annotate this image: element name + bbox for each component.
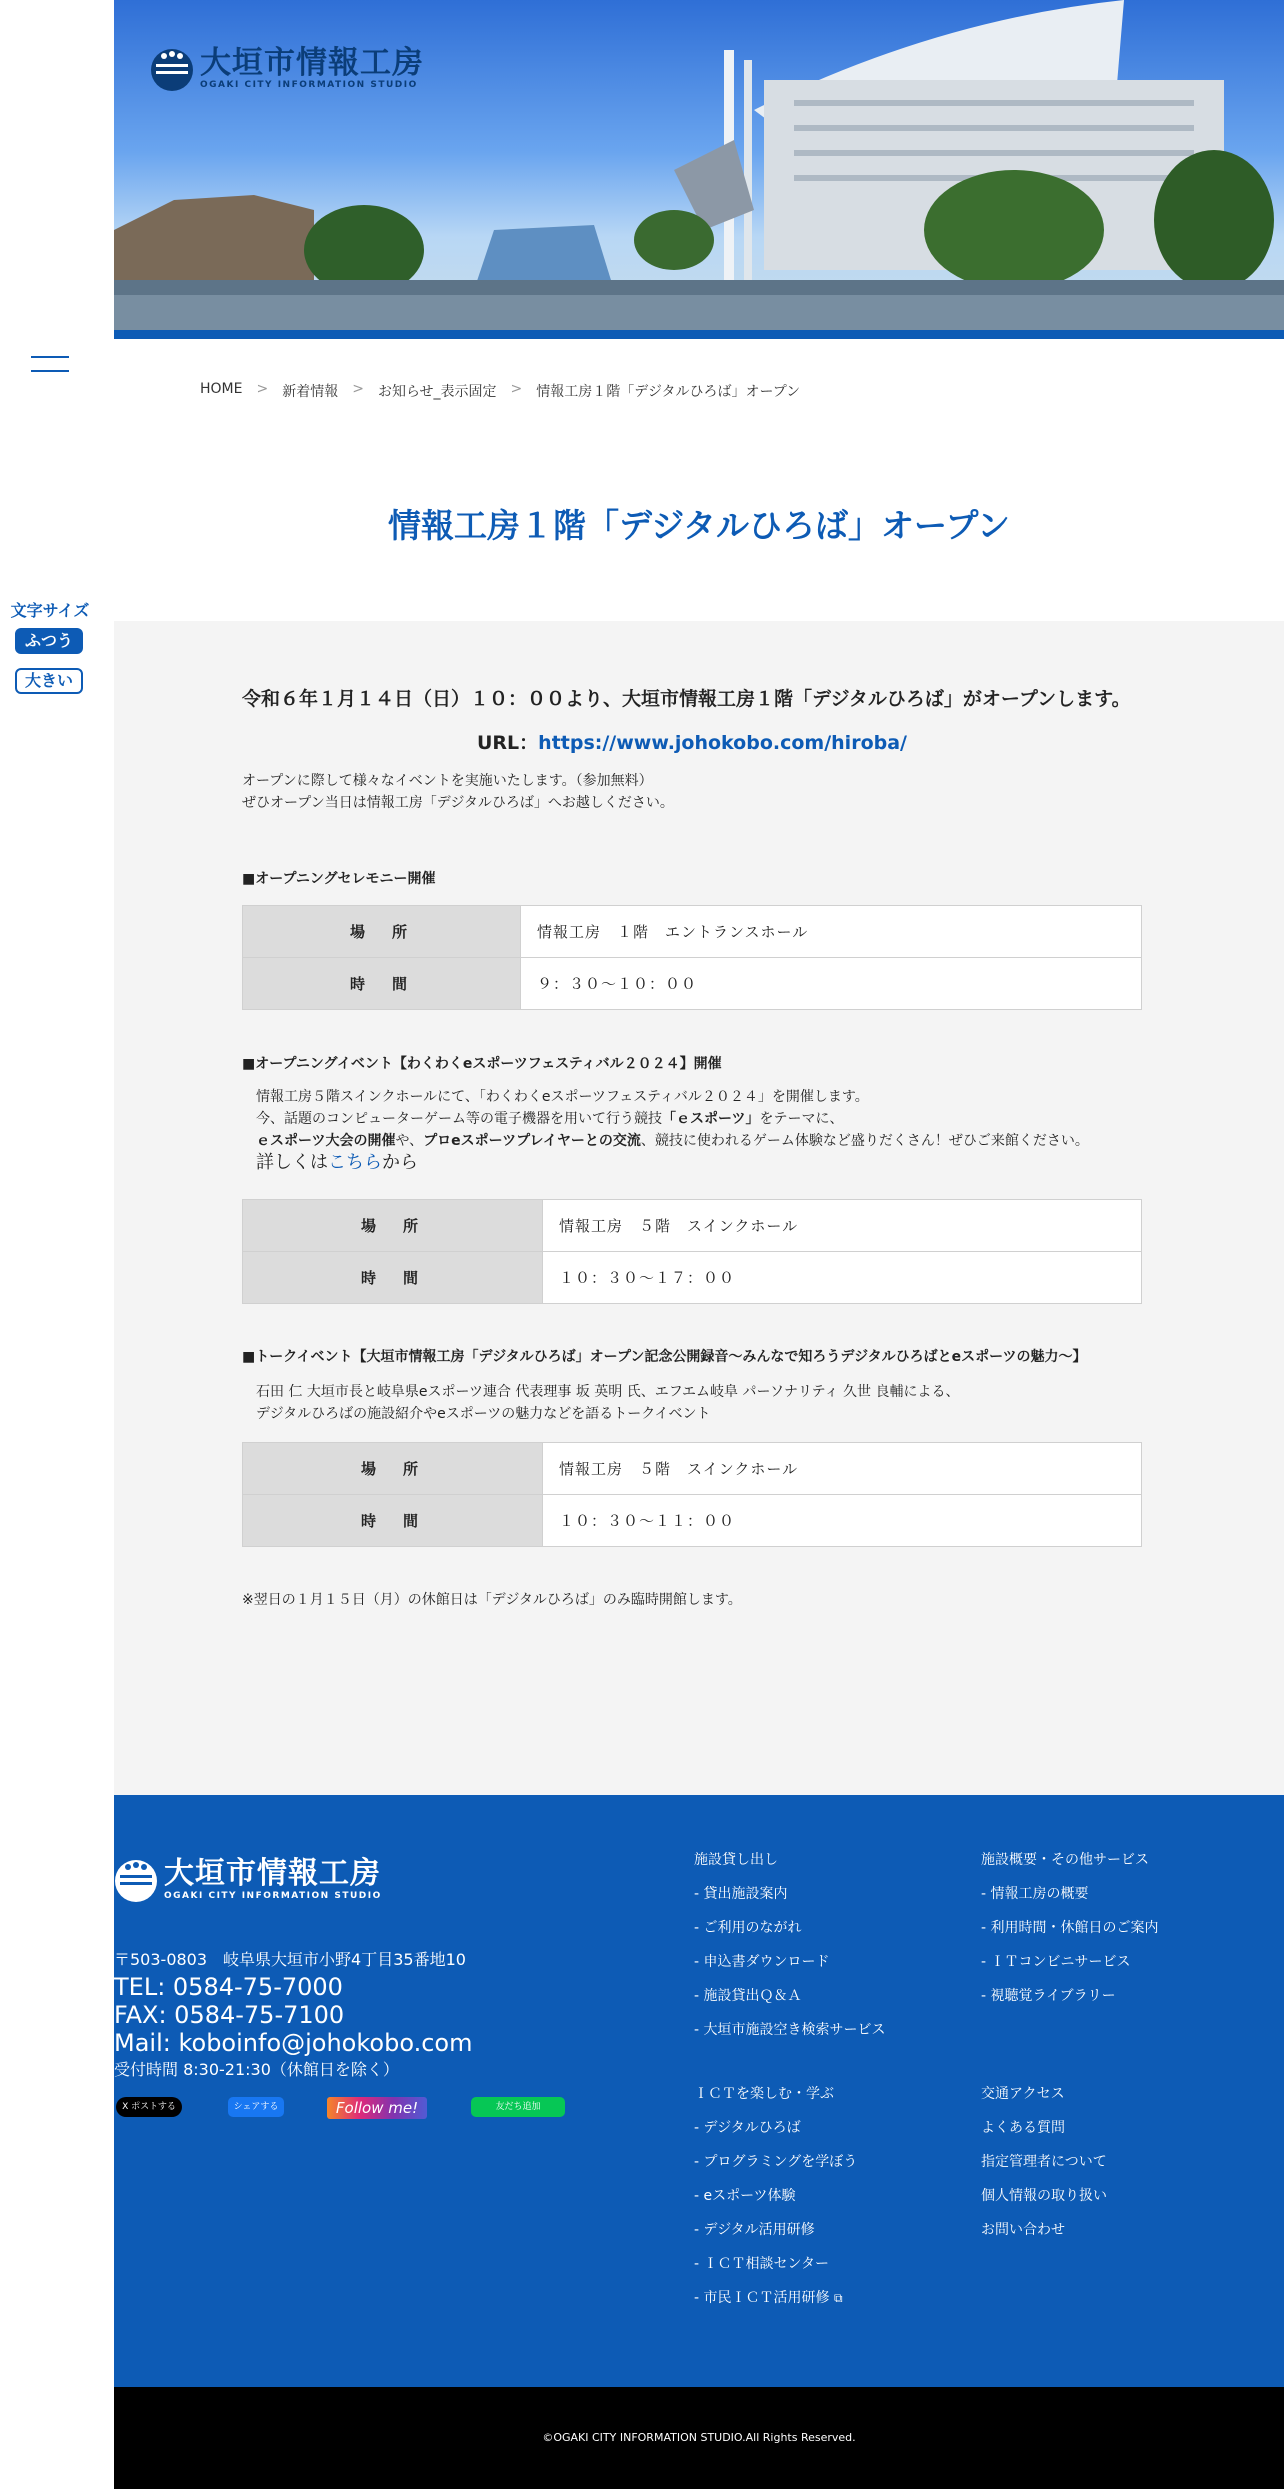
section-title-esports-festival: ■オープニングイベント【わくわくeスポーツフェスティバル２０２４】開催 bbox=[242, 1056, 722, 1072]
desc-text: 今、話題のコンピューターゲーム等の電子機器を用いて行う競技 bbox=[256, 1111, 662, 1127]
footer-link[interactable]: - ＩＣＴ相談センター bbox=[694, 2256, 829, 2272]
esports-festival-place: 情報工房 ５階 スインクホール bbox=[543, 1200, 1142, 1252]
talk-event-table bbox=[242, 1442, 1142, 1547]
footer-link[interactable]: - 施設貸出Ｑ＆Ａ bbox=[694, 1988, 802, 2004]
footer-link[interactable]: - 視聴覚ライブラリー bbox=[981, 1988, 1116, 2004]
breadcrumb bbox=[200, 381, 800, 401]
breadcrumb-home[interactable]: HOME bbox=[200, 381, 243, 397]
footer-contact bbox=[114, 1973, 472, 2057]
esports-festival-time: １０：３０〜１７：００ bbox=[543, 1252, 1142, 1304]
footer-link[interactable] bbox=[694, 2281, 857, 2315]
copyright: ©OGAKI CITY INFORMATION STUDIO.All Rights Reserved. bbox=[114, 2387, 1284, 2489]
table-row bbox=[243, 906, 1142, 958]
more-text: から bbox=[382, 1152, 418, 1173]
hero-bar bbox=[114, 330, 1284, 339]
ceremony-place: 情報工房 １階 エントランスホール bbox=[521, 906, 1142, 958]
intro-line: オープンに際して様々なイベントを実施いたします。（参加無料） bbox=[242, 773, 653, 789]
table-row bbox=[243, 1443, 1142, 1495]
footer-hours: 受付時間 8:30-21:30（休館日を除く） bbox=[114, 2060, 399, 2079]
section-title-talk-event: ■トークイベント【大垣市情報工房「デジタルひろば」オープン記念公開録音〜みんなで知ろうデジタルひろばとeスポーツの魅力〜】 bbox=[242, 1349, 1087, 1365]
ceremony-time: ９：３０〜１０：００ bbox=[521, 958, 1142, 1010]
footer-link[interactable]: - 貸出施設案内 bbox=[694, 1886, 788, 1902]
table-row bbox=[243, 1252, 1142, 1304]
article-intro bbox=[242, 770, 674, 814]
site-logo[interactable] bbox=[150, 42, 424, 94]
logo-text-jp: 大垣市情報工房 bbox=[200, 45, 424, 81]
footer-link[interactable]: - プログラミングを学ぼう bbox=[694, 2154, 858, 2170]
footer-logo-text-en: OGAKI CITY INFORMATION STUDIO bbox=[164, 1891, 382, 1901]
intro-line: ぜひオープン当日は情報工房「デジタルひろば」へお越しください。 bbox=[242, 795, 674, 811]
breadcrumb-current: 情報工房１階「デジタルひろば」オープン bbox=[536, 384, 801, 400]
logo-mark-icon bbox=[114, 1853, 158, 1905]
line-add-friend-button[interactable]: 友だち追加 bbox=[471, 2097, 565, 2117]
talk-event-time: １０：３０〜１１：００ bbox=[543, 1495, 1142, 1547]
footer-fax: FAX: 0584-75-7100 bbox=[114, 2001, 345, 2029]
breadcrumb-separator: > bbox=[256, 381, 269, 397]
desc-text: や、 bbox=[395, 1133, 424, 1149]
table-row bbox=[243, 1495, 1142, 1547]
footer-address: 〒503-0803 岐阜県大垣市小野4丁目35番地10 bbox=[114, 1950, 466, 1969]
url-prefix: URL： bbox=[477, 732, 539, 754]
desc-bold: ｅスポーツ大会の開催 bbox=[256, 1133, 396, 1149]
footer bbox=[114, 1795, 1284, 2387]
more-text: 詳しくは bbox=[256, 1152, 328, 1173]
footer-link[interactable]: - ＩＴコンビニサービス bbox=[981, 1954, 1131, 1970]
footer-link[interactable]: 施設貸し出し bbox=[694, 1852, 778, 1868]
table-row bbox=[243, 1200, 1142, 1252]
footer-nav-misc bbox=[981, 2077, 1107, 2247]
footer-link[interactable]: ＩＣＴを楽しむ・学ぶ bbox=[694, 2086, 834, 2102]
font-size-normal-button[interactable]: ふつう bbox=[15, 628, 83, 654]
footer-logo-text-jp: 大垣市情報工房 bbox=[164, 1856, 381, 1891]
esports-festival-table bbox=[242, 1199, 1142, 1304]
footer-nav-overview bbox=[981, 1843, 1159, 2013]
footer-nav-ict bbox=[694, 2077, 857, 2315]
label-place: 場 所 bbox=[243, 1200, 543, 1252]
hero-image bbox=[114, 0, 1284, 339]
page-title: 情報工房１階「デジタルひろば」オープン bbox=[387, 506, 1011, 545]
article-area bbox=[114, 621, 1284, 1795]
footer-link[interactable]: - 申込書ダウンロード bbox=[694, 1954, 830, 1970]
desc-text: 、競技に使われるゲーム体験など盛りだくさん！ぜひご来館ください。 bbox=[640, 1133, 1089, 1149]
footer-link[interactable]: - 情報工房の概要 bbox=[981, 1886, 1089, 1902]
details-link[interactable]: こちら bbox=[328, 1152, 382, 1173]
ceremony-table bbox=[242, 905, 1142, 1010]
closure-note: ※翌日の１月１５日（月）の休館日は「デジタルひろば」のみ臨時開館します。 bbox=[242, 1592, 742, 1608]
footer-link[interactable]: - デジタル活用研修 bbox=[694, 2222, 815, 2238]
footer-link[interactable]: 指定管理者について bbox=[981, 2154, 1107, 2170]
font-size-label: 文字サイズ bbox=[10, 601, 90, 620]
footer-link[interactable]: 交通アクセス bbox=[981, 2086, 1065, 2102]
breadcrumb-news[interactable]: 新着情報 bbox=[282, 384, 339, 400]
desc-bold: プロeスポーツプレイヤーとの交流 bbox=[423, 1133, 641, 1149]
footer-tel[interactable]: TEL: 0584-75-7000 bbox=[114, 1973, 343, 2001]
label-place: 場 所 bbox=[243, 1443, 543, 1495]
desc-text: をテーマに、 bbox=[759, 1111, 844, 1127]
breadcrumb-separator: > bbox=[352, 381, 364, 397]
x-share-button[interactable]: X ポストする bbox=[116, 2097, 182, 2117]
facebook-share-button[interactable]: シェアする bbox=[228, 2097, 284, 2117]
hiroba-url-link[interactable]: https://www.johokobo.com/hiroba/ bbox=[538, 732, 907, 754]
footer-link[interactable]: お問い合わせ bbox=[981, 2222, 1065, 2238]
footer-nav-rental bbox=[694, 1843, 886, 2047]
footer-link[interactable]: よくある質問 bbox=[981, 2120, 1065, 2136]
breadcrumb-notice[interactable]: お知らせ_表示固定 bbox=[377, 384, 497, 400]
label-time: 時 間 bbox=[243, 958, 521, 1010]
article-lead: 令和６年１月１４日（日）１０：００より、大垣市情報工房１階「デジタルひろば」がオープンします。 bbox=[242, 688, 1131, 710]
font-size-large-button[interactable]: 大きい bbox=[15, 668, 83, 694]
footer-link[interactable]: - ご利用のながれ bbox=[694, 1920, 802, 1936]
label-place: 場 所 bbox=[243, 906, 521, 958]
desc-line: デジタルひろばの施設紹介やeスポーツの魅力などを語るトークイベント bbox=[256, 1406, 711, 1422]
footer-link-label: - 市民ＩＣＴ活用研修 bbox=[694, 2290, 830, 2306]
table-row bbox=[243, 958, 1142, 1010]
desc-line bbox=[256, 1108, 1136, 1130]
label-time: 時 間 bbox=[243, 1252, 543, 1304]
desc-bold: 「ｅスポーツ」 bbox=[662, 1111, 760, 1127]
footer-link[interactable]: - 大垣市施設空き検索サービス bbox=[694, 2022, 886, 2038]
footer-link[interactable]: - eスポーツ体験 bbox=[694, 2188, 796, 2204]
esports-festival-description bbox=[256, 1086, 1136, 1174]
url-line bbox=[242, 728, 1142, 755]
talk-event-place: 情報工房 ５階 スインクホール bbox=[543, 1443, 1142, 1495]
section-title-ceremony: ■オープニングセレモニー開催 bbox=[242, 871, 436, 887]
footer-link[interactable]: 施設概要・その他サービス bbox=[981, 1852, 1149, 1868]
talk-event-description bbox=[256, 1381, 1136, 1425]
sidebar bbox=[0, 0, 114, 2489]
desc-line bbox=[256, 1130, 1136, 1152]
footer-link[interactable]: 個人情報の取り扱い bbox=[981, 2188, 1107, 2204]
logo-mark-icon bbox=[150, 42, 194, 94]
breadcrumb-separator: > bbox=[510, 381, 523, 397]
more-info-line bbox=[256, 1152, 1136, 1174]
footer-link[interactable]: - 利用時間・休館日のご案内 bbox=[981, 1920, 1159, 1936]
desc-line: 石田 仁 大垣市長と岐阜県eスポーツ連合 代表理事 坂 英明 氏、エフエム岐阜 パーソナリティ 久世 良輔による、 bbox=[256, 1384, 960, 1400]
menu-icon[interactable] bbox=[31, 356, 69, 372]
footer-link[interactable]: - デジタルひろば bbox=[694, 2120, 801, 2136]
label-time: 時 間 bbox=[243, 1495, 543, 1547]
logo-text-en: OGAKI CITY INFORMATION STUDIO bbox=[200, 80, 418, 90]
footer-mail[interactable]: Mail: koboinfo@johokobo.com bbox=[114, 2029, 473, 2057]
instagram-follow-button[interactable]: Follow me! bbox=[327, 2097, 427, 2119]
footer-logo[interactable] bbox=[114, 1853, 382, 1905]
external-window-icon: ⧉ bbox=[833, 2291, 843, 2305]
desc-line: 情報工房５階スインクホールにて、「わくわくeスポーツフェスティバル２０２４」を開催します。 bbox=[256, 1089, 869, 1105]
